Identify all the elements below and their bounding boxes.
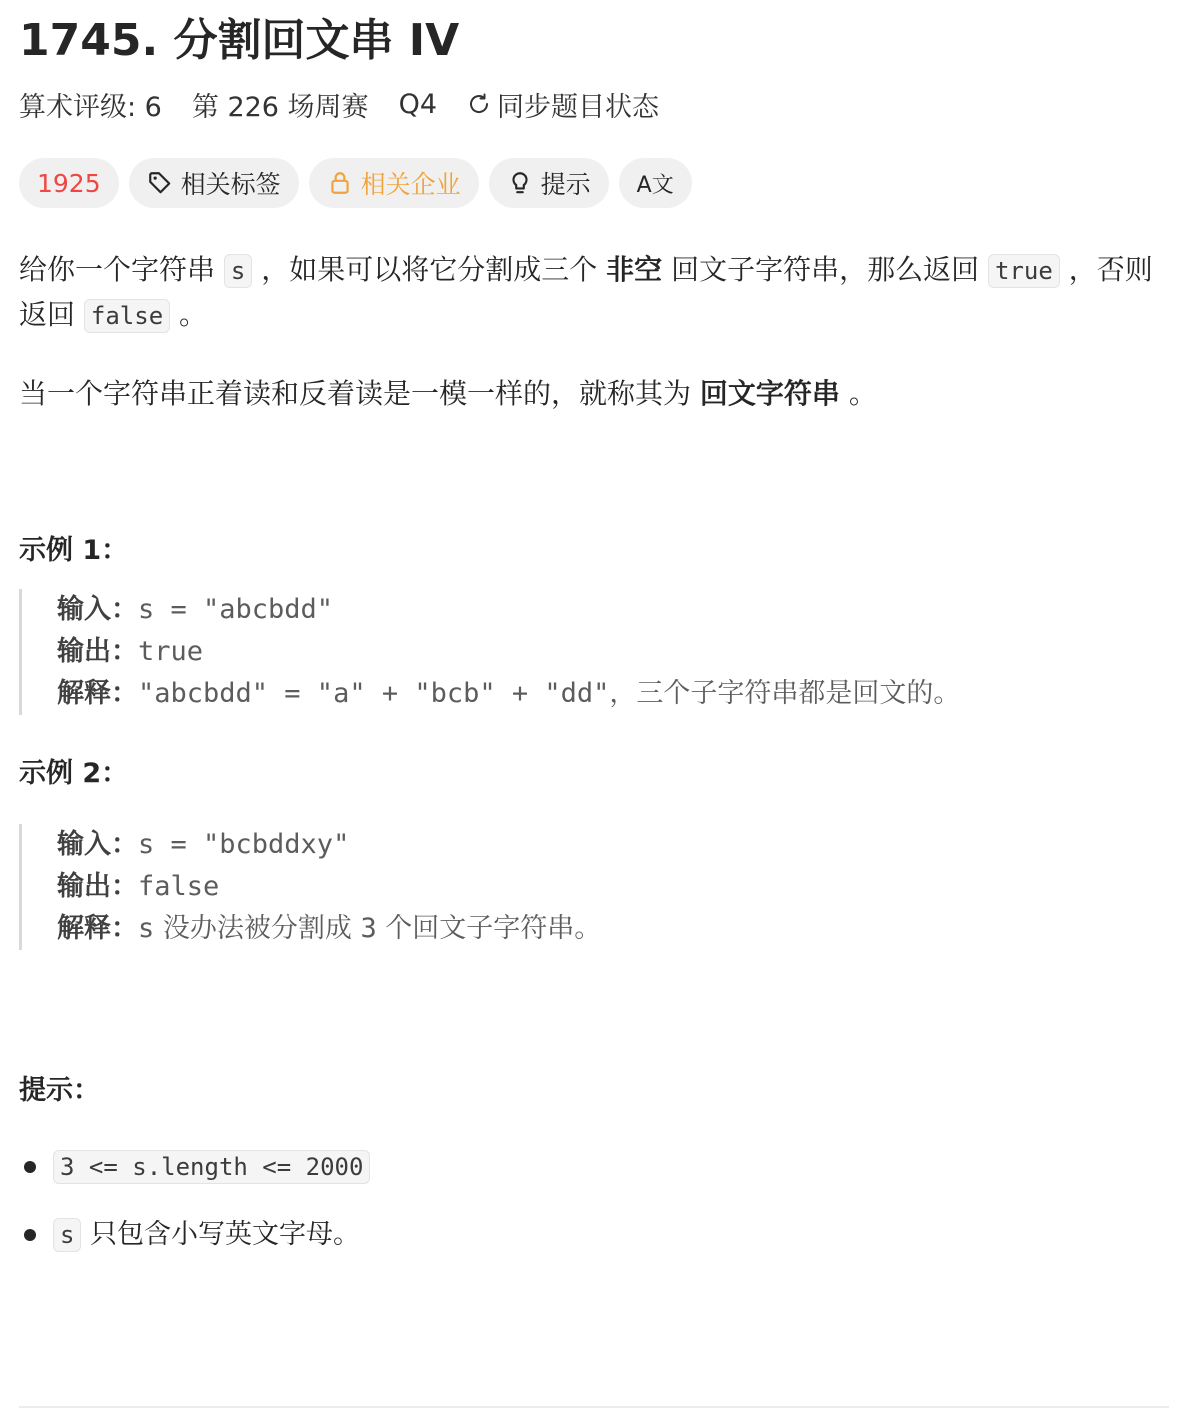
sync-status-button[interactable]	[467, 85, 659, 124]
constraint-item	[19, 1145, 1169, 1189]
example-explain-line	[57, 908, 1169, 950]
description-paragraph	[19, 372, 1169, 416]
tag-icon	[147, 170, 173, 196]
example-output-label: 输出：	[57, 871, 138, 902]
desc-text: 。	[170, 298, 208, 331]
desc-text: 给你一个字符串	[19, 253, 224, 286]
example-explain-line	[57, 673, 1169, 715]
desc-text: 回文子字符串，那么返回	[662, 253, 988, 286]
translate-button[interactable]	[619, 158, 692, 208]
translate-icon: A文	[636, 172, 674, 198]
tag-bar	[19, 158, 1169, 208]
example-output: true	[138, 636, 204, 667]
desc-text: 当一个字符串正着读和反着读是一模一样的，就称其为	[19, 377, 700, 410]
example-output-label: 输出：	[57, 636, 138, 667]
example-block	[19, 589, 1169, 715]
constraint-text: 只包含小写英文字母。	[81, 1219, 361, 1250]
example-explain-label: 解释：	[57, 678, 138, 709]
example-title: 示例 2：	[19, 758, 129, 789]
section-divider	[19, 1406, 1169, 1408]
example-input-line	[57, 824, 1169, 866]
lightbulb-icon	[507, 170, 533, 196]
example-explain-code: 3	[360, 913, 377, 944]
problem-description	[19, 248, 1169, 416]
constraint-code: 3 <= s.length <= 2000	[53, 1150, 370, 1184]
example-output-line	[57, 866, 1169, 908]
desc-text: ，否则返回	[19, 253, 1153, 331]
related-topics-label: 相关标签	[180, 170, 281, 199]
description-paragraph	[19, 248, 1169, 338]
example-explain-label: 解释：	[57, 913, 138, 944]
example-explain-text: 没办法被分割成	[154, 913, 361, 944]
constraint-item	[19, 1213, 1169, 1257]
related-companies-label: 相关企业	[360, 170, 461, 199]
rating-text: 算术评级: 6	[19, 91, 162, 123]
related-topics-button[interactable]	[129, 158, 299, 208]
example-input: s = "abcbdd"	[138, 594, 334, 625]
question-index[interactable]: Q4	[398, 88, 437, 120]
example-input-label: 输入：	[57, 829, 138, 860]
example-block	[19, 824, 1169, 950]
problem-title: 1745. 分割回文串 IV	[19, 15, 460, 66]
example-output-line	[57, 631, 1169, 673]
example-explain-text: 个回文子字符串。	[376, 913, 602, 944]
example-explain-text: ，三个子字符串都是回文的。	[609, 678, 961, 709]
inline-code: false	[84, 299, 170, 333]
constraint-code: s	[53, 1218, 81, 1252]
example-input-line	[57, 589, 1169, 631]
constraints-title: 提示：	[19, 1075, 100, 1106]
desc-text: 。	[839, 377, 877, 410]
sync-status-label: 同步题目状态	[497, 91, 659, 123]
problem-meta	[19, 84, 1169, 124]
lock-icon	[327, 170, 353, 196]
inline-code: true	[988, 254, 1060, 288]
example-explain-code: s	[138, 913, 155, 944]
inline-code: s	[224, 254, 252, 288]
difficulty-score-badge	[19, 158, 119, 208]
example-input: s = "bcbddxy"	[138, 829, 350, 860]
hint-button[interactable]	[489, 158, 609, 208]
hint-label: 提示	[540, 170, 591, 199]
difficulty-score: 1925	[37, 168, 101, 198]
example-input-label: 输入：	[57, 594, 138, 625]
example-title: 示例 1：	[19, 535, 129, 566]
related-companies-button[interactable]	[309, 158, 479, 208]
contest-link[interactable]: 第 226 场周赛	[191, 91, 369, 123]
refresh-icon	[467, 92, 491, 116]
emphasis-text: 回文字符串	[699, 377, 840, 410]
constraints-list	[19, 1145, 1169, 1257]
example-output: false	[138, 871, 220, 902]
example-explain-code: "abcbdd" = "a" + "bcb" + "dd"	[138, 678, 610, 709]
emphasis-text: 非空	[606, 253, 663, 286]
desc-text: ，如果可以将它分割成三个	[252, 253, 607, 286]
